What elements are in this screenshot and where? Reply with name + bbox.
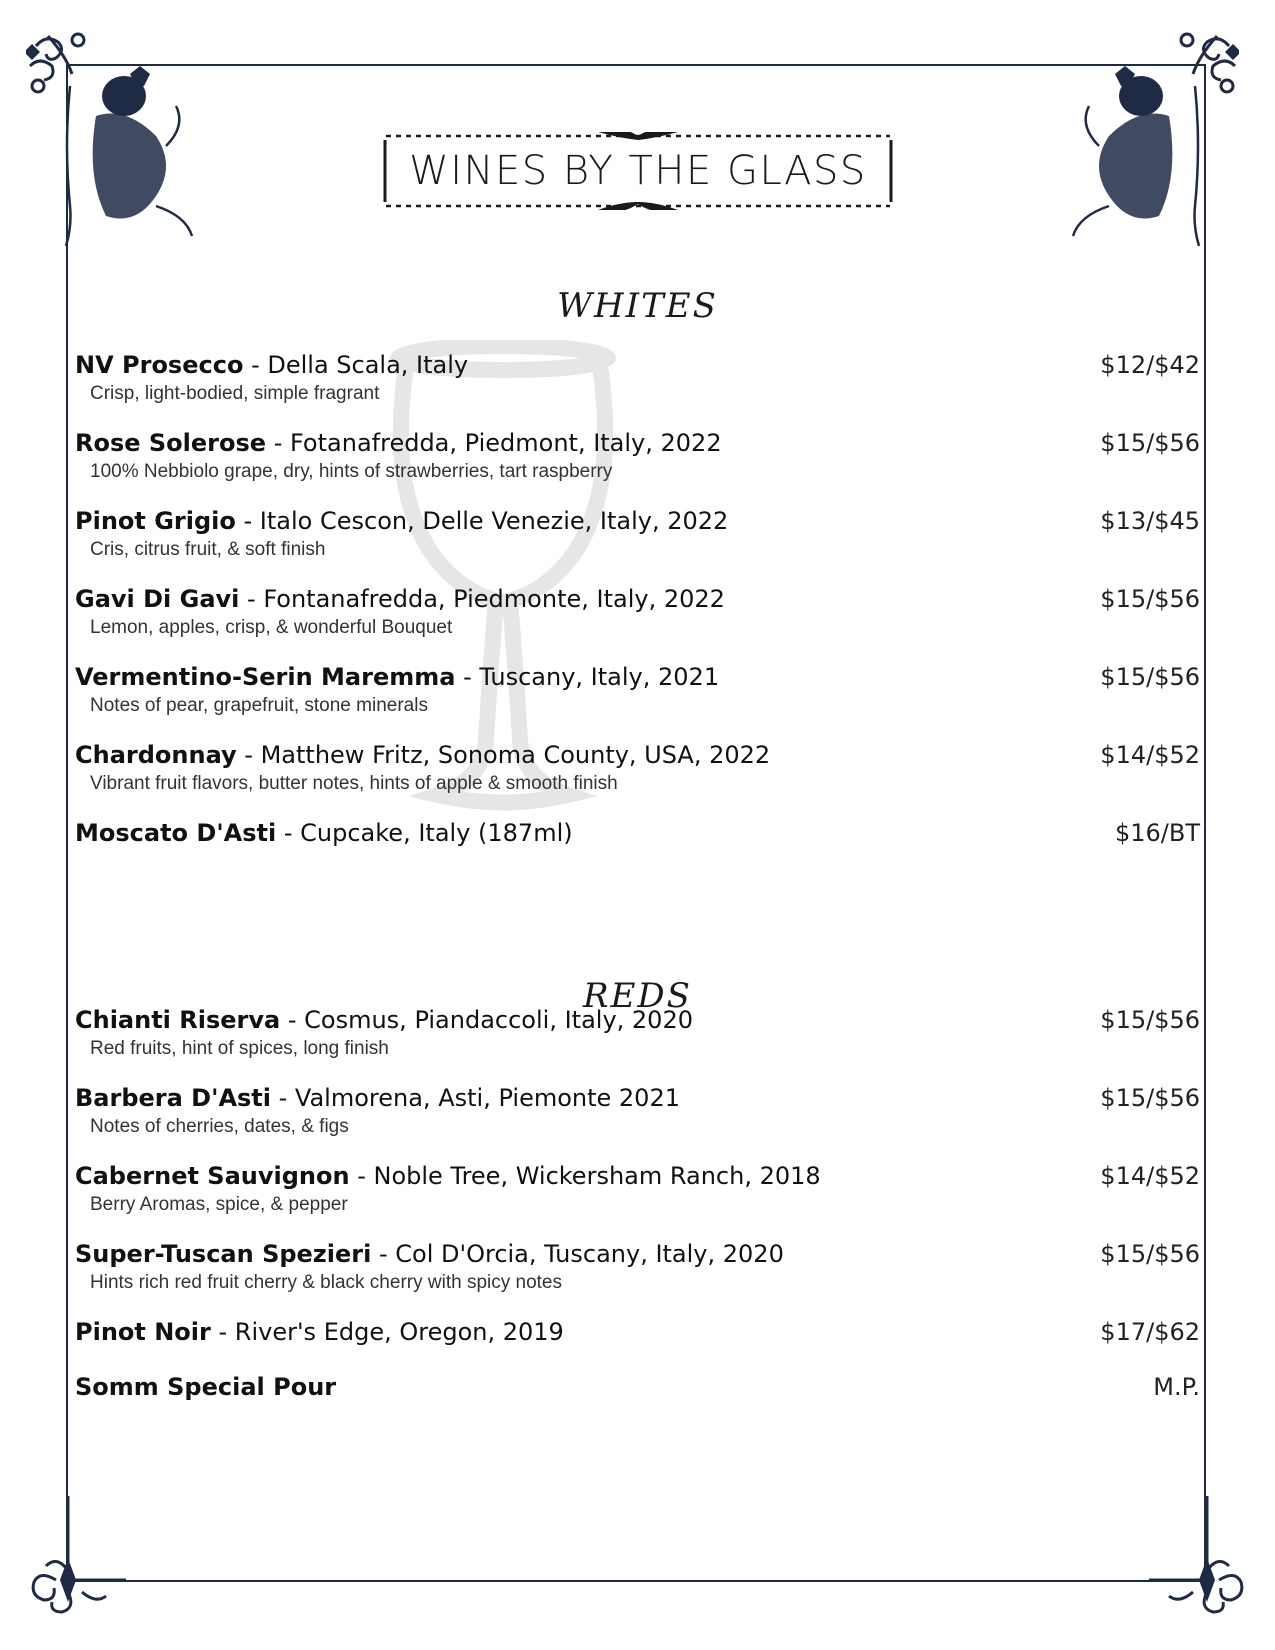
wine-item: [75, 429, 1200, 485]
wine-description: Hints rich red fruit cherry & black cherry with spicy notes: [90, 1272, 562, 1293]
wine-item: [75, 1084, 1200, 1140]
wine-item: [75, 1318, 1200, 1374]
wine-price: $16/BT: [1114, 819, 1200, 847]
wine-description: Red fruits, hint of spices, long finish: [90, 1038, 389, 1059]
wine-description: Notes of pear, grapefruit, stone minerals: [90, 695, 428, 716]
wine-producer: Italo Cescon, Delle Venezie, Italy, 2022: [259, 507, 729, 535]
wine-name: Barbera D'Asti: [75, 1084, 271, 1112]
wine-price: $15/$56: [1100, 429, 1200, 457]
wine-producer: Della Scala, Italy: [267, 351, 469, 379]
title-frame: [380, 132, 896, 210]
wine-price: $13/$45: [1100, 507, 1200, 535]
wine-producer: Tuscany, Italy, 2021: [479, 663, 720, 691]
wine-name: Chardonnay: [75, 741, 237, 769]
wine-separator: -: [280, 1006, 305, 1034]
wine-separator: -: [239, 585, 264, 613]
wine-name: Super-Tuscan Spezieri: [75, 1240, 372, 1268]
wine-item: [75, 507, 1200, 563]
bottom-right-scroll-ornament: [1149, 1496, 1249, 1616]
wine-name: Somm Special Pour: [75, 1373, 337, 1401]
wine-separator: -: [210, 1318, 235, 1346]
wine-producer: Fotanafredda, Piedmont, Italy, 2022: [289, 429, 722, 457]
wine-producer: Cupcake, Italy (187ml): [300, 819, 573, 847]
wine-description: Notes of cherries, dates, & figs: [90, 1116, 349, 1137]
wine-price: $12/$42: [1100, 351, 1200, 379]
wine-producer: Matthew Fritz, Sonoma County, USA, 2022: [260, 741, 771, 769]
wine-item: [75, 351, 1200, 407]
wine-price: $15/$56: [1100, 1084, 1200, 1112]
bottom-left-scroll-ornament: [26, 1496, 126, 1616]
wine-description: Cris, citrus fruit, & soft finish: [90, 539, 326, 560]
wine-separator: -: [266, 429, 290, 457]
wine-item: [75, 1006, 1200, 1062]
top-left-cherub-ornament: [26, 26, 196, 246]
wine-name: Vermentino-Serin Maremma: [75, 663, 456, 691]
wine-name: NV Prosecco: [75, 351, 244, 379]
wine-price: $14/$52: [1100, 741, 1200, 769]
section-title-whites: WHITES: [557, 286, 718, 326]
wine-description: Lemon, apples, crisp, & wonderful Bouquet: [90, 617, 453, 638]
wine-producer: Valmorena, Asti, Piemonte 2021: [294, 1084, 680, 1112]
wine-item: [75, 663, 1200, 719]
wine-item: [75, 1162, 1200, 1218]
top-right-cherub-ornament: [1069, 26, 1239, 246]
wine-name: Rose Solerose: [75, 429, 267, 457]
wine-price: $14/$52: [1100, 1162, 1200, 1190]
wine-price: $15/$56: [1100, 663, 1200, 691]
wine-name: Cabernet Sauvignon: [75, 1162, 350, 1190]
wine-name: Chianti Riserva: [75, 1006, 281, 1034]
wine-separator: -: [236, 741, 261, 769]
wine-producer: Cosmus, Piandaccoli, Italy, 2020: [304, 1006, 693, 1034]
wine-separator: -: [243, 351, 268, 379]
wine-price: $15/$56: [1100, 585, 1200, 613]
wine-item: [75, 585, 1200, 641]
wine-item: [75, 1373, 1200, 1429]
wine-description: Berry Aromas, spice, & pepper: [90, 1194, 348, 1215]
wine-name: Moscato D'Asti: [75, 819, 277, 847]
wine-producer: Fontanafredda, Piedmonte, Italy, 2022: [263, 585, 725, 613]
wine-separator: -: [349, 1162, 374, 1190]
wine-price: $17/$62: [1100, 1318, 1200, 1346]
wine-producer: Col D'Orcia, Tuscany, Italy, 2020: [395, 1240, 784, 1268]
wine-name: Pinot Noir: [75, 1318, 211, 1346]
wine-separator: -: [455, 663, 480, 691]
wine-item: [75, 819, 1200, 875]
wine-producer: River's Edge, Oregon, 2019: [234, 1318, 564, 1346]
wine-separator: -: [271, 1084, 295, 1112]
wine-description: 100% Nebbiolo grape, dry, hints of strawberries, tart raspberry: [90, 461, 613, 482]
wine-separator: -: [276, 819, 301, 847]
wine-description: Crisp, light-bodied, simple fragrant: [90, 383, 380, 404]
menu-title: WINES BY THE GLASS: [409, 148, 867, 194]
wine-separator: -: [235, 507, 260, 535]
section-title-reds: REDS: [583, 976, 692, 1016]
wine-producer: Noble Tree, Wickersham Ranch, 2018: [373, 1162, 821, 1190]
wine-description: Vibrant fruit flavors, butter notes, hints of apple & smooth finish: [90, 773, 618, 794]
wine-price: M.P.: [1153, 1373, 1200, 1401]
wine-name: Pinot Grigio: [75, 507, 236, 535]
wine-separator: -: [371, 1240, 396, 1268]
wine-price: $15/$56: [1100, 1240, 1200, 1268]
wine-item: [75, 1240, 1200, 1296]
wine-name: Gavi Di Gavi: [75, 585, 240, 613]
wine-price: $15/$56: [1100, 1006, 1200, 1034]
wine-item: [75, 741, 1200, 797]
